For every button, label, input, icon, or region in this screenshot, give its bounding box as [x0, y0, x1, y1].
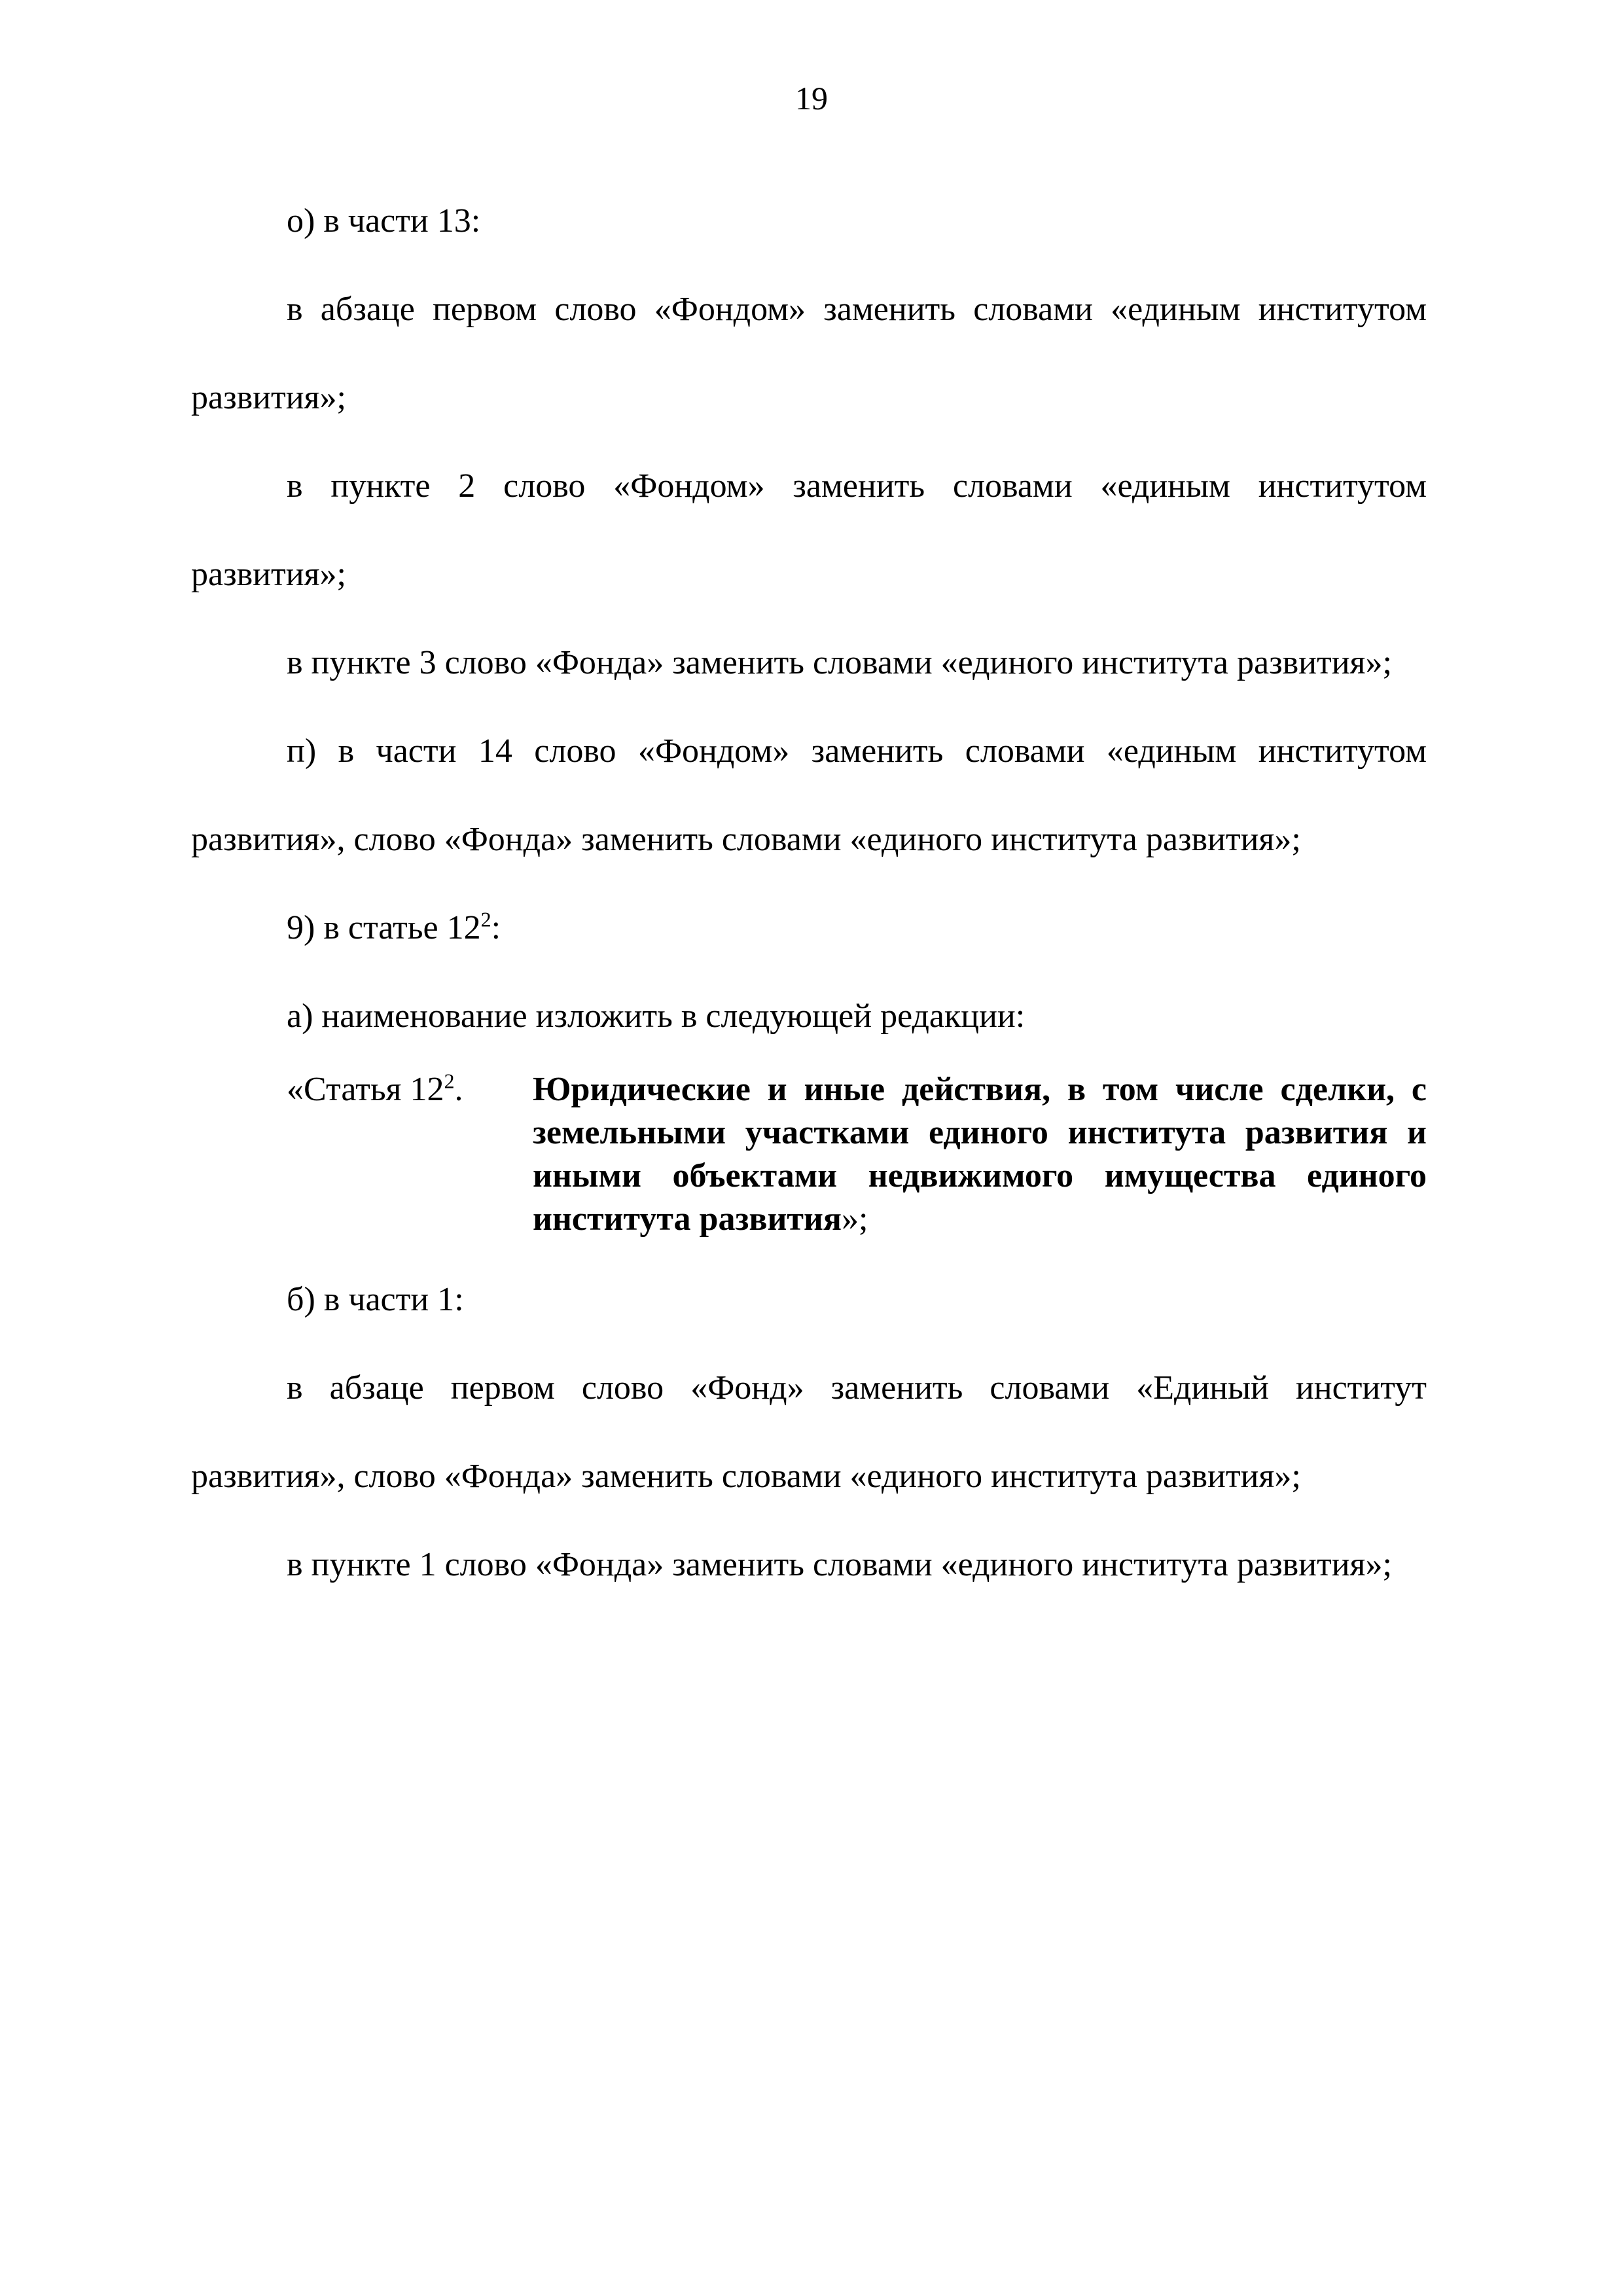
paragraph: п) в части 14 слово «Фондом» заменить словами «единым институтом развития», слово «Фонда» заменить словами «единого института развития»;: [191, 732, 1427, 858]
paragraph: а) наименование изложить в следующей редакции:: [287, 997, 1026, 1035]
page-number: 19: [795, 80, 828, 117]
article-heading-text: Юридические и иные действия, в том числе сделки, с земельными участками единого института развития и иными объектами недвижимого имущества единого института развития: [533, 1071, 1427, 1238]
article-block: [191, 1068, 1427, 1241]
paragraph-text: :: [491, 909, 501, 946]
document-body: [191, 177, 1427, 1609]
paragraph: б) в части 1:: [287, 1281, 464, 1318]
paragraph: в пункте 1 слово «Фонда» заменить словами «единого института развития»;: [287, 1546, 1392, 1583]
paragraph: в пункте 3 слово «Фонда» заменить словами «единого института развития»;: [287, 644, 1392, 681]
paragraph: о) в части 13:: [287, 202, 481, 240]
superscript: 2: [444, 1069, 455, 1093]
paragraph-text: 9) в статье 12: [287, 909, 481, 946]
article-heading-tail: »;: [842, 1200, 868, 1238]
article-label-text: .: [454, 1071, 463, 1108]
paragraph: в пункте 2 слово «Фондом» заменить словами «единым институтом развития»;: [191, 467, 1427, 593]
article-label-text: «Статья 12: [287, 1071, 444, 1108]
paragraph-article-reference: [191, 884, 1427, 972]
paragraph: в абзаце первом слово «Фонд» заменить словами «Единый институт развития», слово «Фонда» заменить словами «единого института развития»;: [191, 1369, 1427, 1495]
paragraph: в абзаце первом слово «Фондом» заменить словами «единым институтом развития»;: [191, 291, 1427, 416]
superscript: 2: [480, 907, 491, 931]
article-heading: [533, 1068, 1427, 1241]
article-label: [287, 1068, 533, 1241]
